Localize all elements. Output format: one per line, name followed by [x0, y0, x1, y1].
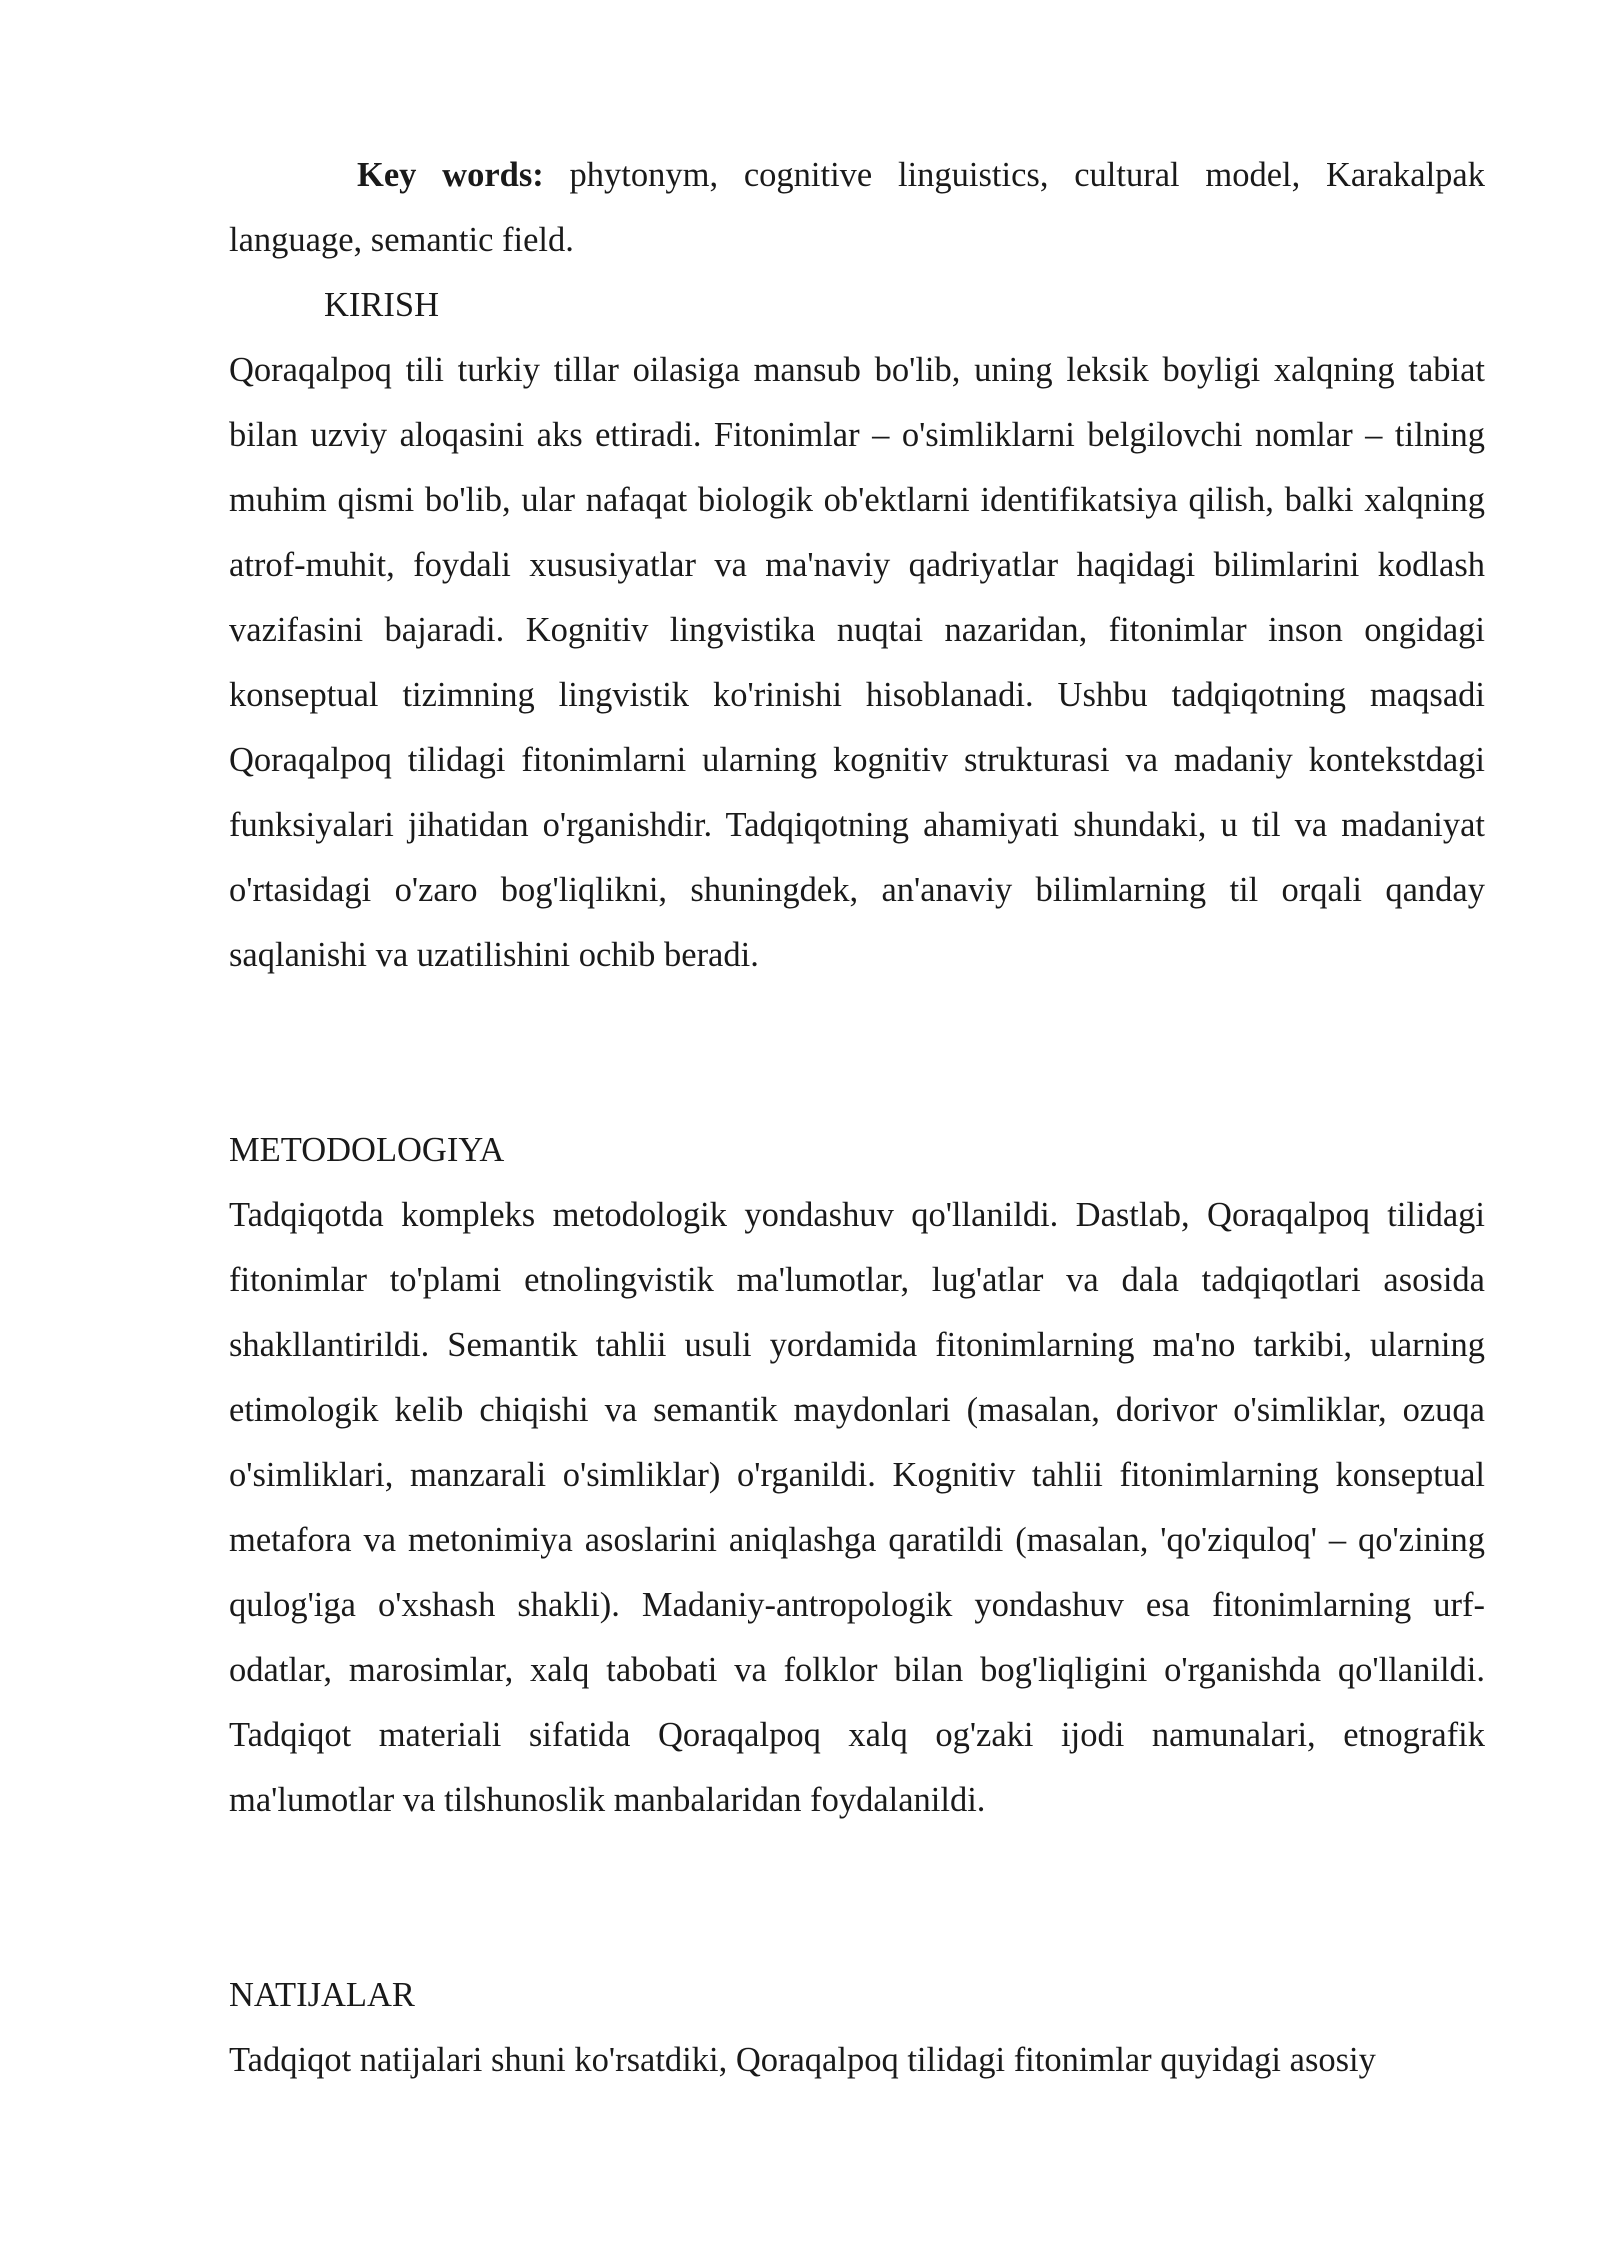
section-body-natijalar: Tadqiqot natijalari shuni ko'rsatdiki, Qoraqalpoq tilidagi fitonimlar quyidagi asosiy — [229, 2041, 1376, 2079]
section-heading-kirish: KIRISH — [324, 286, 440, 324]
keywords-label: Key words: — [357, 156, 544, 194]
section-body-metodologiya: Tadqiqotda kompleks metodologik yondashuv qo'llanildi. Dastlab, Qoraqalpoq tilidagi fitonimlar to'plami etnolingvistik ma'lumotlar, lug'atlar va dala tadqiqotlari asosida shakllantirildi. Semantik tahlii usuli yordamida fitonimlarning ma'no tarkibi, ularning etimologik kelib chiqishi va semantik maydonlari (masalan, dorivor o'simliklar, ozuqa o'simliklari, manzarali o'simliklar) o'rganildi. Kognitiv tahlii fitonimlarning konseptual metafora va metonimiya asoslarini aniqlashga qaratildi (masalan, 'qo'ziquloq' – qo'zining qulog'iga o'xshash shakli). Madaniy-antropologik yondashuv esa fitonimlarning urf-odatlar, marosimlar, xalq tabobati va folklor bilan bog'liqligini o'rganishda qo'llanildi. Tadqiqot materiali sifatida Qoraqalpoq xalq og'zaki ijodi namunalari, etnografik ma'lumotlar va tilshunoslik manbalaridan foydalanildi. — [229, 1196, 1485, 1819]
section-heading-metodologiya: METODOLOGIYA — [229, 1131, 505, 1169]
keywords-paragraph — [229, 143, 1485, 273]
section-heading-natijalar: NATIJALAR — [229, 1976, 415, 2014]
keywords-text: phytonym, cognitive linguistics, cultural model, Karakalpak language, semantic field. — [229, 156, 1485, 259]
section-body-kirish: Qoraqalpoq tili turkiy tillar oilasiga mansub bo'lib, uning leksik boyligi xalqning tabiat bilan uzviy aloqasini aks ettiradi. Fitonimlar – o'simliklarni belgilovchi nomlar – tilning muhim qismi bo'lib, ular nafaqat biologik ob'ektlarni identifikatsiya qilish, balki xalqning atrof-muhit, foydali xususiyatlar va ma'naviy qadriyatlar haqidagi bilimlarini kodlash vazifasini bajaradi. Kognitiv lingvistika nuqtai nazaridan, fitonimlar inson ongidagi konseptual tizimning lingvistik ko'rinishi hisoblanadi. Ushbu tadqiqotning maqsadi Qoraqalpoq tilidagi fitonimlarni ularning kognitiv strukturasi va madaniy kontekstdagi funksiyalari jihatidan o'rganishdir. Tadqiqotning ahamiyati shundaki, u til va madaniyat o'rtasidagi o'zaro bog'liqlikni, shuningdek, an'anaviy bilimlarning til orqali qanday saqlanishi va uzatilishini ochib beradi. — [229, 351, 1485, 974]
